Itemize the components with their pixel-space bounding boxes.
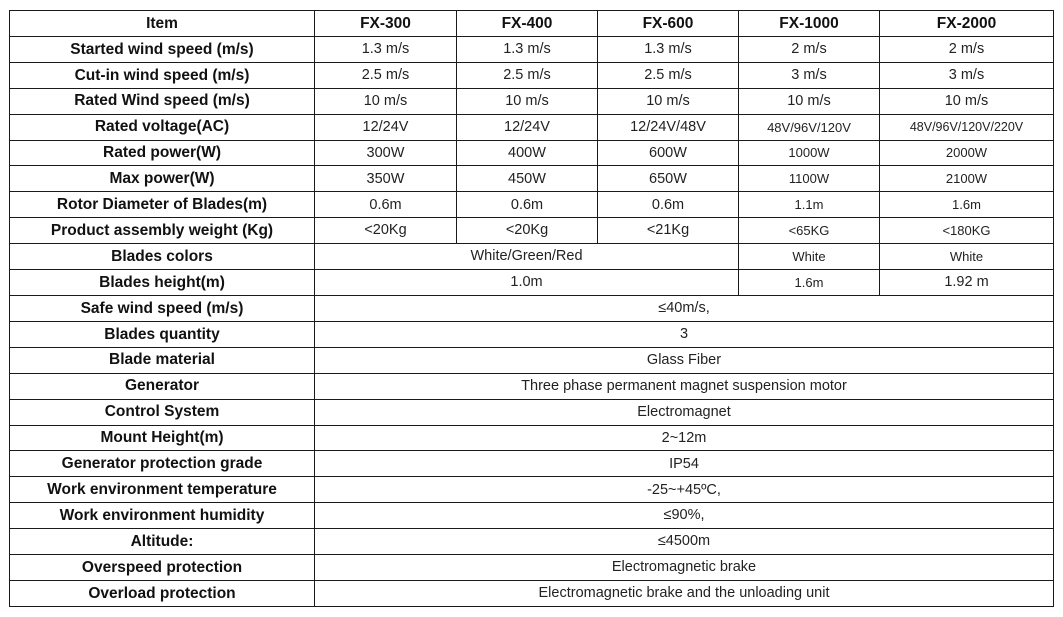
cell-value: 2.5 m/s [315,62,457,88]
row-label: Blade material [10,347,315,373]
table-row [10,580,1054,606]
row-label: Overload protection [10,580,315,606]
table-row [10,503,1054,529]
cell-value-all: -25~+45ºC, [315,477,1054,503]
cell-value: 400W [457,140,598,166]
row-label: Altitude: [10,529,315,555]
cell-value-all: 3 [315,321,1054,347]
cell-value: 350W [315,166,457,192]
table-row [10,192,1054,218]
cell-value: 1.1m [739,192,880,218]
cell-value: 450W [457,166,598,192]
cell-value: 0.6m [457,192,598,218]
table-row [10,140,1054,166]
row-label: Rotor Diameter of Blades(m) [10,192,315,218]
cell-value-all: Three phase permanent magnet suspension motor [315,373,1054,399]
cell-value: White [880,244,1054,270]
cell-value: 10 m/s [880,88,1054,114]
cell-value: 3 m/s [739,62,880,88]
cell-value: 1.6m [880,192,1054,218]
header-model-fx1000: FX-1000 [739,11,880,37]
cell-value: 2.5 m/s [598,62,739,88]
cell-value: White [739,244,880,270]
header-model-fx2000: FX-2000 [880,11,1054,37]
table-row [10,347,1054,373]
cell-value: 2 m/s [739,36,880,62]
table-row [10,244,1054,270]
table-row [10,88,1054,114]
cell-value: 0.6m [315,192,457,218]
table-row [10,36,1054,62]
row-label: Rated power(W) [10,140,315,166]
cell-value: 650W [598,166,739,192]
cell-value: 1100W [739,166,880,192]
cell-value: 12/24V [315,114,457,140]
cell-value: 1.3 m/s [315,36,457,62]
table-row [10,218,1054,244]
cell-value: 12/24V [457,114,598,140]
header-model-fx400: FX-400 [457,11,598,37]
cell-value: 1.92 m [880,270,1054,296]
row-label: Max power(W) [10,166,315,192]
row-label: Product assembly weight (Kg) [10,218,315,244]
row-label: Control System [10,399,315,425]
row-label: Overspeed protection [10,555,315,581]
cell-value: 300W [315,140,457,166]
header-model-fx600: FX-600 [598,11,739,37]
table-row [10,166,1054,192]
cell-value: <21Kg [598,218,739,244]
cell-value: 48V/96V/120V [739,114,880,140]
table-row [10,321,1054,347]
row-label: Cut-in wind speed (m/s) [10,62,315,88]
row-label: Started wind speed (m/s) [10,36,315,62]
cell-value: 10 m/s [598,88,739,114]
spec-table [9,10,1054,607]
table-row [10,114,1054,140]
cell-value: 3 m/s [880,62,1054,88]
row-label: Rated voltage(AC) [10,114,315,140]
cell-value: 2100W [880,166,1054,192]
row-label: Work environment temperature [10,477,315,503]
cell-value: 2000W [880,140,1054,166]
cell-value: <65KG [739,218,880,244]
cell-value-all: ≤90%, [315,503,1054,529]
cell-value-all: Glass Fiber [315,347,1054,373]
cell-value: 2.5 m/s [457,62,598,88]
table-row [10,373,1054,399]
cell-value-all: Electromagnetic brake [315,555,1054,581]
row-label: Safe wind speed (m/s) [10,295,315,321]
header-model-fx300: FX-300 [315,11,457,37]
cell-value-all: Electromagnetic brake and the unloading unit [315,580,1054,606]
cell-value: 48V/96V/120V/220V [880,114,1054,140]
cell-value: 10 m/s [457,88,598,114]
cell-value: 1.3 m/s [598,36,739,62]
row-label: Work environment humidity [10,503,315,529]
row-label: Generator [10,373,315,399]
table-row [10,555,1054,581]
cell-value: 2 m/s [880,36,1054,62]
table-row [10,399,1054,425]
row-label: Mount Height(m) [10,425,315,451]
table-row [10,477,1054,503]
row-label: Rated Wind speed (m/s) [10,88,315,114]
row-label: Blades height(m) [10,270,315,296]
cell-value: 0.6m [598,192,739,218]
table-row [10,451,1054,477]
cell-value-all: ≤4500m [315,529,1054,555]
header-row [10,11,1054,37]
row-label: Blades quantity [10,321,315,347]
cell-value-all: 2~12m [315,425,1054,451]
cell-value-shared: 1.0m [315,270,739,296]
header-item: Item [10,11,315,37]
table-row [10,295,1054,321]
row-label: Blades colors [10,244,315,270]
cell-value: <180KG [880,218,1054,244]
cell-value-all: IP54 [315,451,1054,477]
cell-value: 1.3 m/s [457,36,598,62]
cell-value-shared: White/Green/Red [315,244,739,270]
cell-value: 10 m/s [315,88,457,114]
cell-value: <20Kg [457,218,598,244]
cell-value: <20Kg [315,218,457,244]
table-row [10,62,1054,88]
cell-value: 10 m/s [739,88,880,114]
table-row [10,529,1054,555]
cell-value-all: ≤40m/s, [315,295,1054,321]
cell-value: 1.6m [739,270,880,296]
cell-value: 12/24V/48V [598,114,739,140]
table-row [10,270,1054,296]
cell-value: 600W [598,140,739,166]
cell-value-all: Electromagnet [315,399,1054,425]
table-row [10,425,1054,451]
row-label: Generator protection grade [10,451,315,477]
cell-value: 1000W [739,140,880,166]
